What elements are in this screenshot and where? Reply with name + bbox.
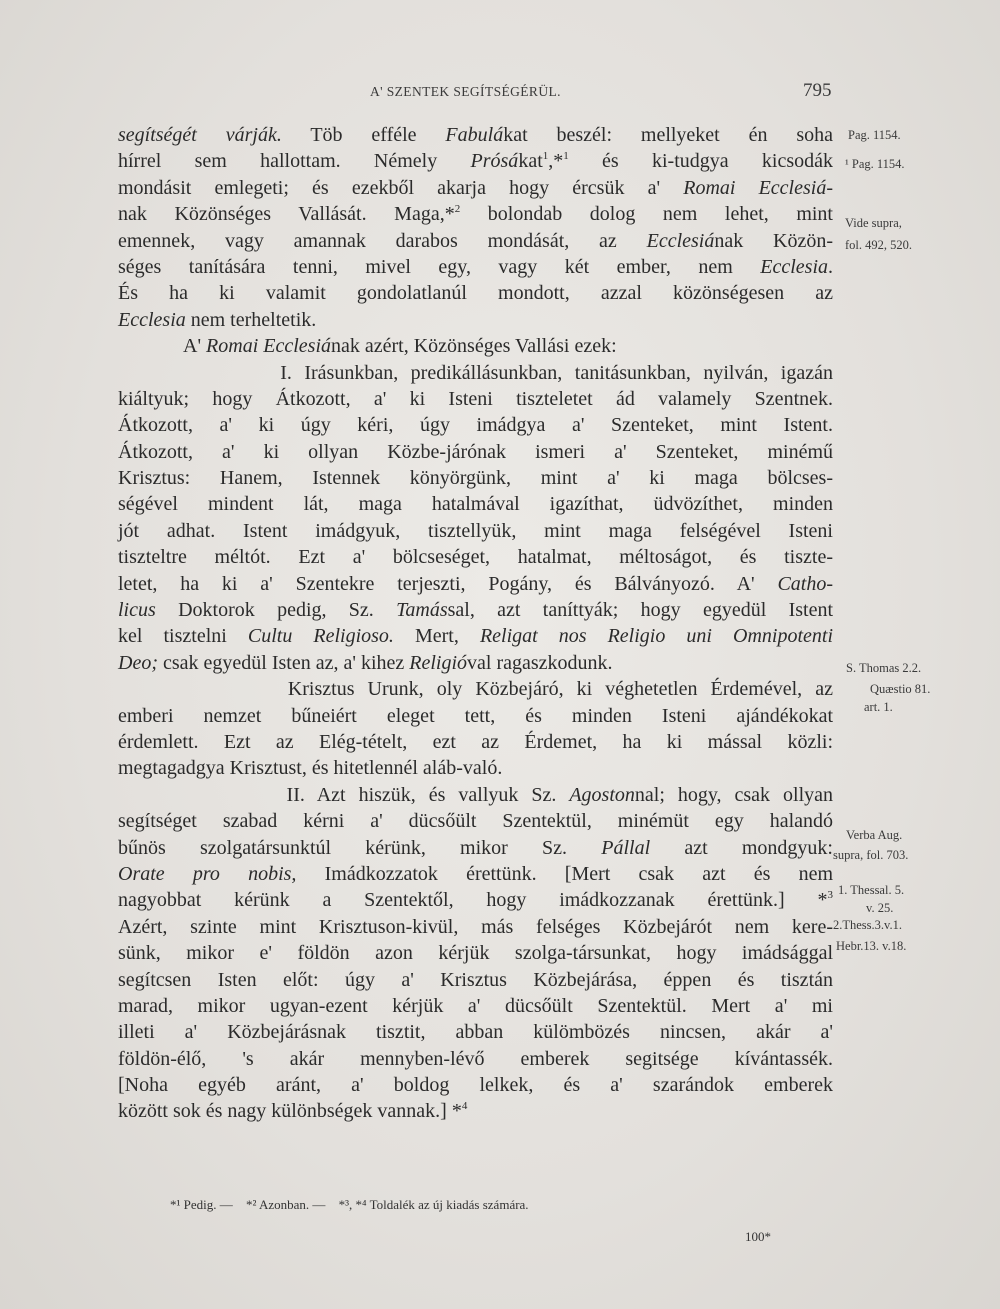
text-line: között sok és nagy különbségek vannak.] *$^4$ [118, 1100, 468, 1123]
text-line: földön-élő, 's akár mennyben-lévő emberek segitsége kívántassék. [118, 1047, 833, 1070]
text-line: segítcsen Isten előt: úgy a' Krisztus Közbejárása, éppen és tisztán [118, 968, 833, 991]
text-line: kiáltyuk; hogy Átkozott, a' ki Isteni tiszteletet ád valamely Szentnek. [118, 387, 833, 410]
margin-note: art. 1. [864, 700, 893, 714]
footnote: *¹ Pedig. — [170, 1197, 233, 1212]
text-line: marad, mikor ugyan-ezent kérjük a' dücsőült Szentektül. Mert a' mi [118, 994, 833, 1017]
text-line: Azért, szinte mint Krisztuson-kivül, más felséges Közbejárót nem kere- [118, 915, 833, 938]
page-number: 795 [803, 80, 832, 101]
margin-note: 2.Thess.3.v.1. [833, 918, 902, 932]
text-line: emennek, vagy amannak darabos mondását, az Ecclesiának Közön- [118, 229, 834, 252]
text-line: séges tanítására tenni, mivel egy, vagy két ember, nem Ecclesia. [118, 255, 833, 278]
body-text [118, 122, 833, 1125]
text-line: licus Doktorok pedig, Sz. Tamással, azt taníttyák; hogy egyedül Istent [118, 599, 834, 622]
text-line: nagyobbat kérünk a Szentektől, hogy imádkozzanak érettünk.] *$^3$ [118, 889, 833, 912]
margin-note: Verba Aug. [846, 828, 903, 842]
text-line: segítséget szabad kérni a' dücsőült Szentektül, minémüt egy halandó [118, 810, 833, 833]
text-line: megtagadgya Krisztust, és hitetlennél aláb-való. [118, 757, 503, 780]
text-line: emberi nemzet bűneiért eleget tett, és minden Isteni ajándékokat [118, 704, 833, 727]
text-line: letet, ha ki a' Szentekre terjeszti, Pogány, és Bálványozó. A' Catho- [118, 572, 833, 595]
text-line: Átkozott, a' ki ollyan Közbe-járónak ismeri a' Szenteket, minémű [118, 440, 833, 463]
margin-note: ¹ Pag. 1154. [845, 157, 905, 171]
text-line: ségével mindent lát, maga hatalmával igazíthat, üdvözíthet, minden [118, 493, 833, 516]
margin-note: S. Thomas 2.2. [846, 661, 922, 675]
text-line: érdemlett. Ezt az Elég-tételt, ezt az Érdemet, ha ki mással közli: [118, 730, 833, 753]
margin-note: supra, fol. 703. [833, 848, 909, 862]
text-line: jót adhat. Istent imádgyuk, tisztellyük, mint maga felségével Isteni [118, 519, 833, 542]
text-line: Orate pro nobis, Imádkozzatok érettünk. [Mert csak azt és nem [118, 862, 833, 885]
margin-note: fol. 492, 520. [845, 238, 913, 252]
printer-signature: 100* [745, 1229, 771, 1244]
margin-note: Hebr.13. v.18. [836, 939, 907, 953]
footnote: *² Azonban. — [246, 1197, 326, 1212]
text-line: II. Azt hiszük, és vallyuk Sz. Agostonnal; hogy, csak ollyan [118, 783, 834, 806]
running-title: A' SZENTEK SEGÍTSÉGÉRÜL. [370, 84, 561, 99]
text-line: És ha ki valamit gondolatlanúl mondott, azzal közönségesen az [118, 282, 833, 305]
text-line: kel tisztelni Cultu Religioso. Mert, Religat nos Religio uni Omnipotenti [118, 625, 834, 648]
text-line: bűnös szolgatársunktúl kérünk, mikor Sz. Pállal azt mondgyuk: [118, 836, 833, 859]
text-line: I. Irásunkban, predikállásunkban, tanitásunkban, nyilván, igazán [118, 361, 833, 384]
footnote: *³, *⁴ Toldalék az új kiadás számára. [338, 1197, 529, 1212]
text-line: nak Közönséges Vallását. Maga,*$^2$ bolondab dolog nem lehet, mint [118, 203, 833, 226]
text-line: sünk, mikor e' földön azon kérjük szolga-társunkat, hogy imádsággal [118, 942, 833, 965]
text-line: tiszteltre méltót. Ezt a' bölcseséget, hatalmat, méltoságot, és tiszte- [118, 546, 833, 569]
margin-note: Quæstio 81. [870, 682, 931, 696]
text-line: [Noha egyéb aránt, a' boldog lelkek, és a' szarándok emberek [118, 1074, 833, 1097]
text-line: Krisztus Urunk, oly Közbejáró, ki véghetetlen Érdemével, az [118, 678, 833, 701]
text-line: Deo; csak egyedül Isten az, a' kihez Religióval ragaszkodunk. [118, 651, 613, 674]
text-line: A' Romai Ecclesiának azért, Közönséges Vallási ezek: [118, 335, 617, 358]
text-line: segítségét várják. Töb efféle Fabulákat beszél: mellyeket én soha [118, 124, 833, 146]
margin-note: Vide supra, [845, 216, 902, 230]
text-line: Krisztus: Hanem, Istennek könyörgünk, mint a' ki maga bölcses- [118, 467, 833, 490]
text-line: Ecclesia nem terheltetik. [118, 308, 317, 331]
text-line: Átkozott, a' ki úgy kéri, úgy imádgya a' Szenteket, mint Istent. [118, 414, 833, 437]
margin-note: v. 25. [866, 901, 894, 915]
margin-note: 1. Thessal. 5. [838, 883, 905, 897]
text-line: illeti a' Közbejárásnak tisztit, abban külömbözés nincsen, akár a' [118, 1021, 833, 1044]
text-line: hírrel sem hallottam. Némely Prósákat$^1$,*$^1$ és ki-tudgya kicsodák [118, 150, 834, 173]
text-line: mondásit emlegeti; és ezekből akarja hogy ércsük a' Romai Ecclesiá- [118, 176, 833, 199]
footnotes [170, 1197, 539, 1213]
margin-note: Pag. 1154. [848, 128, 901, 142]
